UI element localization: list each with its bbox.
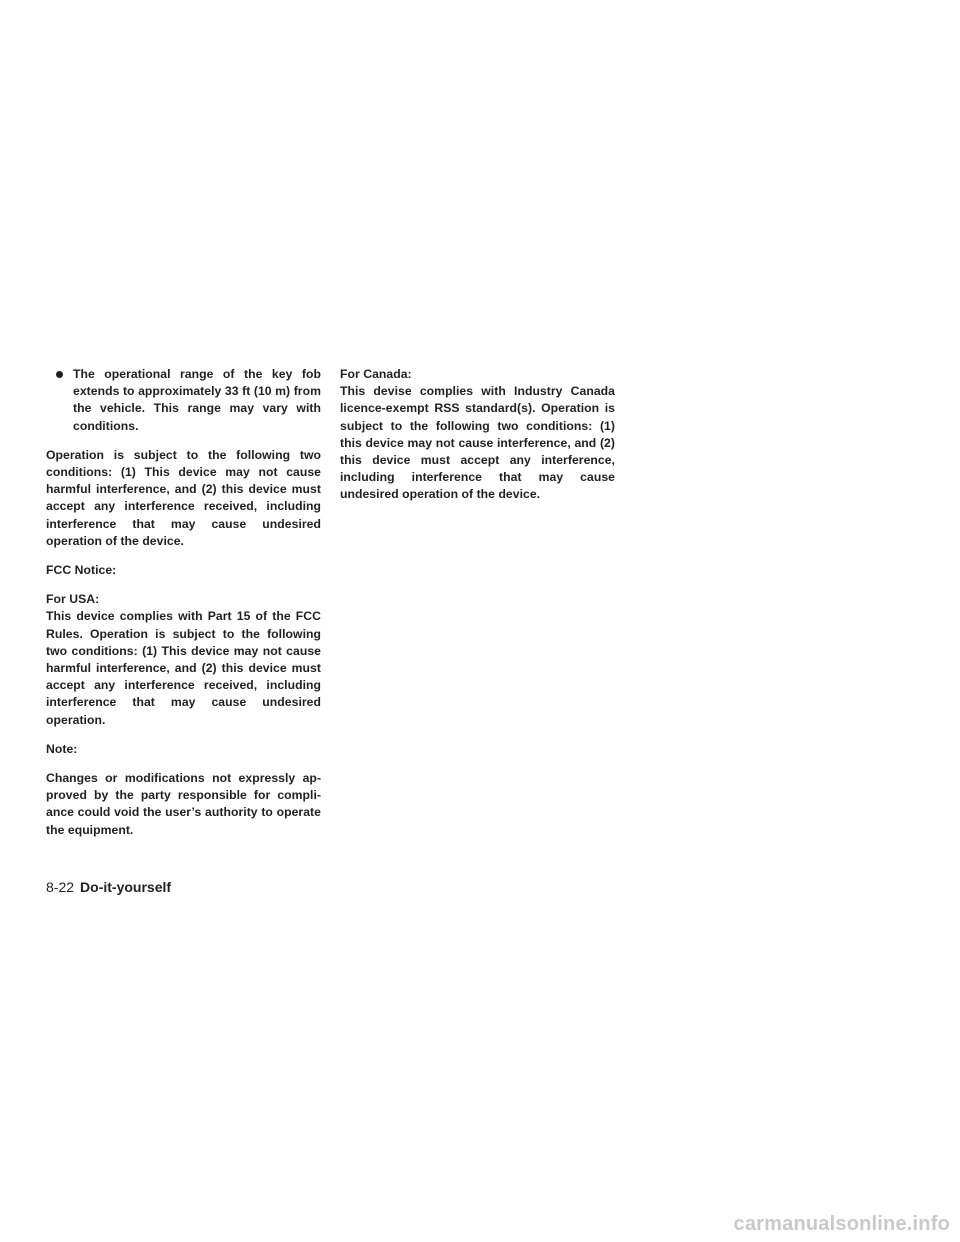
operation-paragraph: Operation is subject to the following two conditions: (1) This device may not cause harmful interference, and (2) this device must accept any interference received, including interference that may cause undesired operation of the device. <box>46 447 321 548</box>
watermark: carmanualsonline.info <box>733 1213 950 1235</box>
note-paragraph: Changes or modifications not expressly approved by the party responsible for compliance could void the user’s authority to operate the equipment. <box>46 771 321 837</box>
section-title: Do-it-yourself <box>80 879 172 895</box>
bullet-text: The operational range of the key fob extends to approximately 33 ft (10 m) from the vehicle. This range may vary with conditions. <box>73 367 321 433</box>
note-heading: Note: <box>46 741 78 756</box>
canada-heading: For Canada: <box>340 367 412 381</box>
fcc-notice-heading: FCC Notice: <box>46 563 117 578</box>
usa-section <box>46 591 321 729</box>
bullet-item-key-fob-range <box>46 366 321 435</box>
canada-section <box>340 366 615 504</box>
usa-heading: For USA: <box>46 592 100 607</box>
page-footer <box>46 878 171 896</box>
page-number: 8-22 <box>46 879 75 895</box>
canada-paragraph: This devise complies with Industry Canada licence-exempt RSS standard(s). Operation is subject to the following two conditions: (1) this device may not cause interference, and (2) this device must accept any interference, including interference that may cause undesired operation of the device. <box>340 384 615 502</box>
right-column <box>340 366 615 516</box>
usa-paragraph: This device complies with Part 15 of the FCC Rules. Operation is subject to the following two conditions: (1) This device may not cause harmful interference, and (2) this device must accept any interference received, including interference that may cause undesired operation. <box>46 609 321 727</box>
bullet-dot-icon <box>56 371 63 378</box>
left-column <box>46 366 321 839</box>
